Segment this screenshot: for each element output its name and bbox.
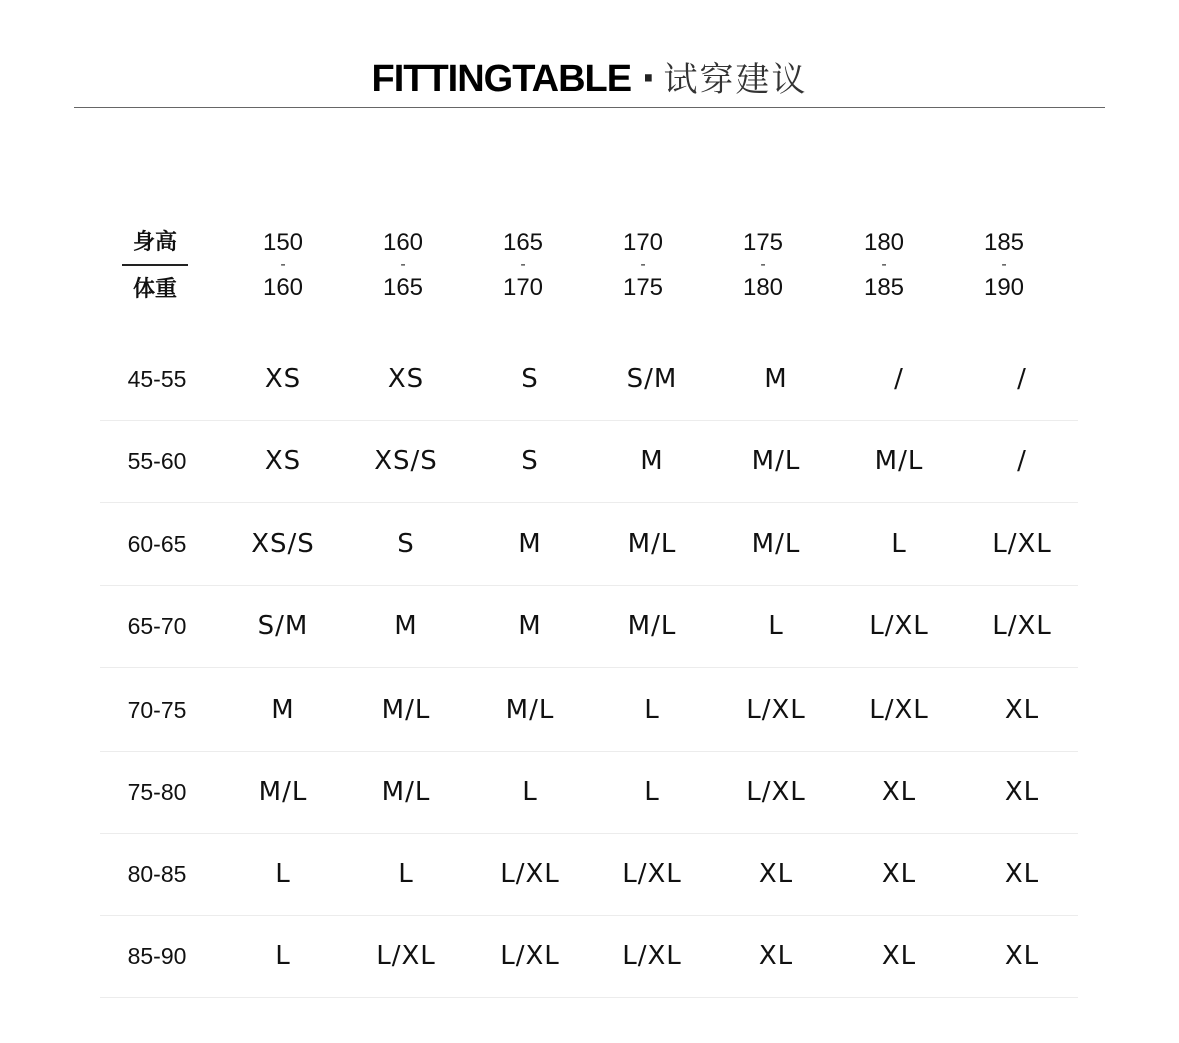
height-from: 165 [502, 229, 544, 256]
size-cell: XL [881, 941, 917, 971]
height-from: 170 [622, 229, 664, 256]
table-row [100, 586, 1078, 668]
table-row [100, 834, 1078, 916]
size-cell: L/XL [869, 611, 929, 641]
size-cell: L/XL [622, 859, 682, 889]
size-cell: XS [264, 446, 302, 476]
height-to: 175 [622, 274, 664, 301]
size-cell: M [764, 364, 788, 394]
height-to: 160 [262, 274, 304, 301]
height-dash: - [640, 256, 646, 273]
size-cell: L/XL [622, 941, 682, 971]
height-from: 180 [863, 229, 905, 256]
height-to: 170 [502, 274, 544, 301]
height-column-header [964, 226, 1044, 306]
weight-range-cell: 85-90 [127, 943, 187, 969]
height-column-header [844, 226, 924, 306]
size-cell: L [522, 777, 538, 807]
title-subtitle: 试穿建议 [663, 60, 808, 100]
height-dash: - [280, 256, 286, 273]
size-cell: XS [387, 364, 425, 394]
title-separator: · [641, 56, 656, 100]
height-dash: - [760, 256, 766, 273]
size-cell: L/XL [992, 611, 1052, 641]
size-cell: / [1017, 364, 1027, 394]
corner-divider [122, 264, 188, 266]
weight-range-cell: 70-75 [127, 697, 187, 723]
table-row [100, 752, 1078, 834]
size-cell: M/L [751, 446, 801, 476]
size-cell: L [644, 777, 660, 807]
row-divider [100, 997, 1078, 998]
size-cell: L/XL [869, 695, 929, 725]
size-cell: L/XL [500, 941, 560, 971]
height-from: 175 [742, 229, 784, 256]
row-divider [100, 667, 1078, 668]
size-cell: XS/S [374, 446, 438, 476]
height-to: 185 [863, 274, 905, 301]
title-brand: FITTINGTABLE [371, 58, 632, 100]
height-axis-label: 身高 [132, 230, 177, 255]
size-cell: M [640, 446, 664, 476]
height-to: 165 [382, 274, 424, 301]
height-from: 160 [382, 229, 424, 256]
size-cell: XL [758, 859, 794, 889]
row-divider [100, 502, 1078, 503]
height-dash: - [881, 256, 887, 273]
size-cell: M/L [381, 777, 431, 807]
size-cell: M/L [258, 777, 308, 807]
size-cell: / [894, 364, 904, 394]
table-corner-header [112, 226, 198, 310]
table-row [100, 339, 1078, 421]
size-cell: L/XL [746, 695, 806, 725]
table-row [100, 916, 1078, 998]
height-to: 190 [983, 274, 1025, 301]
size-cell: / [1017, 446, 1027, 476]
size-cell: M/L [751, 529, 801, 559]
size-cell: XL [881, 859, 917, 889]
size-cell: XL [1004, 695, 1040, 725]
size-cell: XL [1004, 777, 1040, 807]
weight-axis-label: 体重 [132, 277, 177, 302]
weight-range-cell: 80-85 [127, 861, 187, 887]
size-cell: M [518, 529, 542, 559]
size-cell: XL [881, 777, 917, 807]
weight-range-cell: 55-60 [127, 448, 187, 474]
size-cell: M/L [874, 446, 924, 476]
weight-range-cell: 60-65 [127, 531, 187, 557]
size-cell: XL [758, 941, 794, 971]
size-cell: XL [1004, 941, 1040, 971]
size-cell: L [398, 859, 414, 889]
size-cell: M [271, 695, 295, 725]
size-cell: L/XL [992, 529, 1052, 559]
height-column-header [723, 226, 803, 306]
size-cell: M [394, 611, 418, 641]
title-divider [74, 107, 1105, 108]
height-column-header [243, 226, 323, 306]
size-cell: XS [264, 364, 302, 394]
size-cell: S/M [257, 611, 309, 641]
table-row [100, 670, 1078, 752]
size-cell: S [521, 446, 539, 476]
size-cell: M/L [381, 695, 431, 725]
size-cell: XL [1004, 859, 1040, 889]
height-column-header [363, 226, 443, 306]
height-from: 150 [262, 229, 304, 256]
weight-range-cell: 75-80 [127, 779, 187, 805]
size-cell: M/L [505, 695, 555, 725]
size-cell: XS/S [251, 529, 315, 559]
height-dash: - [1001, 256, 1007, 273]
size-cell: L [891, 529, 907, 559]
size-cell: L [768, 611, 784, 641]
size-cell: L [275, 859, 291, 889]
size-cell: L/XL [746, 777, 806, 807]
height-to: 180 [742, 274, 784, 301]
size-cell: L [644, 695, 660, 725]
size-cell: L [275, 941, 291, 971]
size-cell: S [521, 364, 539, 394]
height-dash: - [400, 256, 406, 273]
weight-range-cell: 65-70 [127, 613, 187, 639]
size-cell: M/L [627, 529, 677, 559]
height-dash: - [520, 256, 526, 273]
size-cell: M/L [627, 611, 677, 641]
height-column-header [603, 226, 683, 306]
size-cell: S/M [626, 364, 678, 394]
size-cell: M [518, 611, 542, 641]
height-column-header [483, 226, 563, 306]
page-title [0, 50, 1179, 108]
size-cell: L/XL [500, 859, 560, 889]
weight-range-cell: 45-55 [127, 366, 187, 392]
table-row [100, 504, 1078, 586]
table-row [100, 421, 1078, 503]
size-cell: L/XL [376, 941, 436, 971]
height-from: 185 [983, 229, 1025, 256]
size-cell: S [397, 529, 415, 559]
